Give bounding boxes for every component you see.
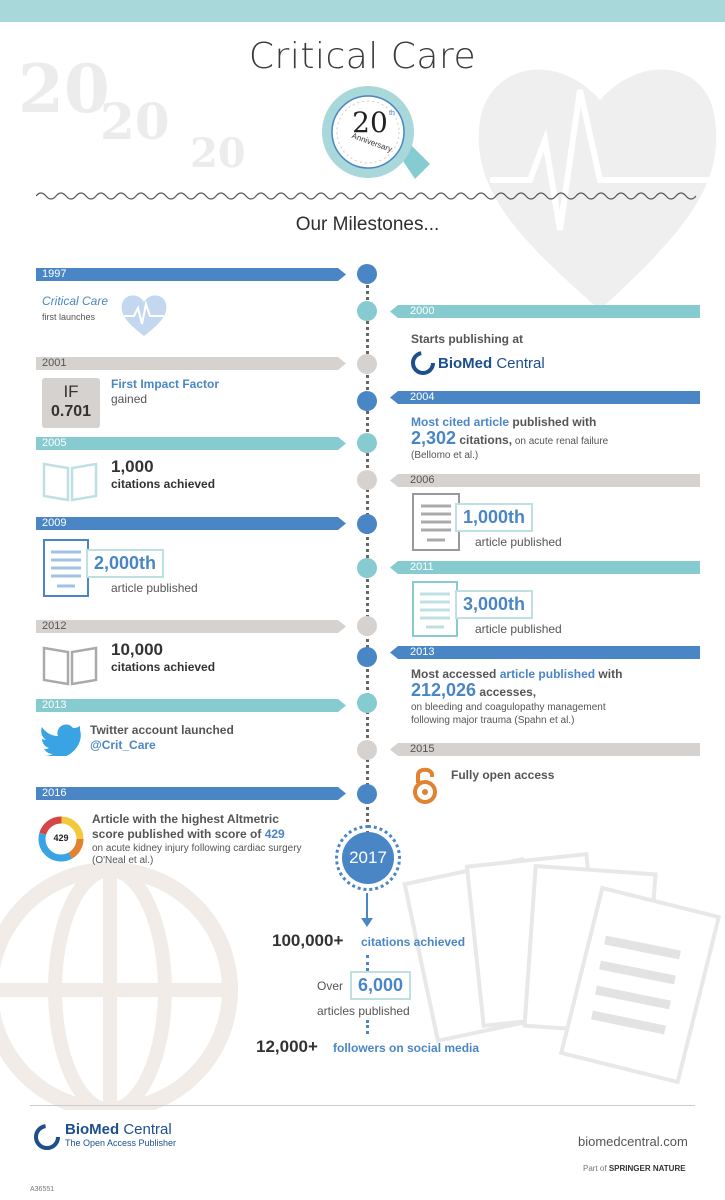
year-2004: 2004 bbox=[410, 391, 435, 403]
timeline-dot-2005 bbox=[357, 433, 377, 453]
most-accessed-detail-1: on bleeding and coagulopathy management bbox=[411, 702, 606, 713]
year-2015: 2015 bbox=[410, 743, 435, 755]
milestones-heading: Our Milestones... bbox=[295, 214, 440, 235]
timeline-dot-2011 bbox=[357, 558, 377, 578]
background-20-medium: 20 bbox=[100, 92, 170, 151]
badge-suffix: th bbox=[389, 110, 395, 117]
article-3000th-text: article published bbox=[475, 622, 562, 636]
most-cited-cite: (Bellomo et al.) bbox=[411, 450, 479, 461]
citations-10000-text: citations achieved bbox=[111, 660, 216, 674]
book-icon-teal bbox=[42, 458, 98, 502]
stat-articles-value: 6,000 bbox=[350, 971, 411, 1000]
footer-part-of: Part of SPRINGER NATURE bbox=[583, 1164, 686, 1173]
year-2012: 2012 bbox=[42, 620, 67, 632]
stat-followers-value: 12,000+ bbox=[256, 1037, 318, 1056]
launch-text: first launches bbox=[42, 312, 96, 322]
footer-logo: BioMed Central bbox=[65, 1121, 172, 1138]
arrow-stem bbox=[366, 893, 368, 921]
banner-arrow-2012 bbox=[36, 620, 346, 633]
globe-background-icon bbox=[0, 840, 270, 1110]
twitter-icon bbox=[40, 722, 82, 756]
banner-arrow-2013b bbox=[36, 699, 346, 712]
article-2000th-text: article published bbox=[111, 581, 198, 595]
timeline-dot-2012 bbox=[357, 616, 377, 636]
if-value: 0.701 bbox=[50, 403, 92, 420]
book-icon-grey bbox=[42, 642, 98, 686]
footer-code: A36551 bbox=[30, 1186, 55, 1193]
timeline-dot-2004 bbox=[357, 391, 377, 411]
launch-title: Critical Care bbox=[42, 294, 109, 308]
year-2017: 2017 bbox=[349, 848, 387, 867]
impact-factor-title: First Impact Factor bbox=[111, 377, 220, 391]
article-2000th-count: 2,000th bbox=[86, 549, 164, 578]
footer-url[interactable]: biomedcentral.com bbox=[578, 1134, 688, 1149]
stat-articles-prefix: Over bbox=[317, 979, 344, 993]
altmetric-detail-1: on acute kidney injury following cardiac surgery bbox=[92, 843, 302, 854]
open-access-text: Fully open access bbox=[451, 768, 555, 782]
year-2016: 2016 bbox=[42, 787, 67, 799]
timeline-dot-2013a bbox=[357, 647, 377, 667]
banner-arrow-2001 bbox=[36, 357, 346, 370]
banner-arrow-2015 bbox=[390, 743, 700, 756]
article-1000th-text: article published bbox=[475, 535, 562, 549]
article-1000th-count: 1,000th bbox=[455, 503, 533, 532]
heart-icon bbox=[118, 290, 170, 338]
year-2005: 2005 bbox=[42, 437, 67, 449]
banner-arrow-2013a bbox=[390, 646, 700, 659]
stat-followers-text: followers on social media bbox=[333, 1041, 480, 1055]
document-icon-blue bbox=[42, 538, 92, 598]
altmetric-line-1: Article with the highest Altmetric bbox=[92, 812, 279, 826]
year-2006: 2006 bbox=[410, 474, 435, 486]
twitter-text: Twitter account launched bbox=[90, 723, 234, 737]
stat-citations-value: 100,000+ bbox=[272, 931, 344, 950]
most-cited-count-line: 2,302 citations, on acute renal failure bbox=[411, 428, 609, 448]
most-accessed-count-line: 212,026 accesses, bbox=[411, 680, 537, 700]
citations-1000-count: 1,000 bbox=[111, 457, 154, 476]
timeline-dot-2009 bbox=[357, 514, 377, 534]
wavy-divider bbox=[36, 190, 701, 202]
publishing-text: Starts publishing at bbox=[411, 332, 524, 346]
stat-citations-text: citations achieved bbox=[361, 935, 466, 949]
citations-10000-count: 10,000 bbox=[111, 640, 163, 659]
timeline-dot-2000 bbox=[357, 301, 377, 321]
citations-1000-text: citations achieved bbox=[111, 477, 216, 491]
most-accessed-detail-2: following major trauma (Spahn et al.) bbox=[411, 715, 575, 726]
timeline-dot-2001 bbox=[357, 354, 377, 374]
badge-label: Anniversary bbox=[350, 131, 394, 154]
if-label: IF bbox=[63, 382, 79, 401]
year-2001: 2001 bbox=[42, 357, 67, 369]
banner-arrow-2009 bbox=[36, 517, 346, 530]
stat-connector-2 bbox=[366, 1020, 369, 1034]
year-1997: 1997 bbox=[42, 268, 67, 280]
year-2013b: 2013 bbox=[42, 699, 67, 711]
document-icon-teal bbox=[411, 580, 461, 638]
documents-background-icon bbox=[400, 840, 725, 1100]
timeline-dot-2013b bbox=[357, 693, 377, 713]
timeline-dot-2015 bbox=[357, 740, 377, 760]
altmetric-score-label: 429 bbox=[53, 833, 69, 843]
footer-divider bbox=[30, 1105, 695, 1106]
banner-arrow-2011 bbox=[390, 561, 700, 574]
top-bar bbox=[0, 0, 725, 22]
most-accessed-title: Most accessed article published with bbox=[411, 667, 623, 681]
banner-arrow-2004 bbox=[390, 391, 700, 404]
year-2009: 2009 bbox=[42, 517, 67, 529]
biomed-footer-logo-icon bbox=[32, 1122, 62, 1152]
most-cited-title: Most cited article published with bbox=[411, 415, 597, 429]
altmetric-line-2: score published with score of 429 bbox=[92, 827, 285, 841]
biomed-logo-2000: BioMed Central bbox=[438, 355, 545, 372]
year-2013a: 2013 bbox=[410, 646, 435, 658]
article-3000th-count: 3,000th bbox=[455, 590, 533, 619]
timeline-dot-2016 bbox=[357, 784, 377, 804]
stat-connector-1 bbox=[366, 955, 369, 971]
banner-arrow-2006 bbox=[390, 474, 700, 487]
footer-tagline: The Open Access Publisher bbox=[65, 1138, 177, 1148]
timeline-dot-2006 bbox=[357, 470, 377, 490]
arrow-down-icon bbox=[361, 918, 373, 928]
anniversary-badge bbox=[320, 84, 445, 194]
timeline-dot-1997 bbox=[357, 264, 377, 284]
badge-number: 20 bbox=[352, 106, 388, 139]
year-2011: 2011 bbox=[410, 561, 434, 573]
biomed-logo-icon bbox=[411, 351, 435, 375]
page-title: Critical Care bbox=[248, 36, 477, 77]
background-20-large: 20 bbox=[18, 50, 110, 128]
year-2000: 2000 bbox=[410, 305, 435, 317]
open-access-lock-icon bbox=[411, 765, 441, 805]
impact-factor-text: gained bbox=[111, 392, 148, 406]
banner-arrow-2000 bbox=[390, 305, 700, 318]
altmetric-detail-2: (O'Neal et al.) bbox=[92, 855, 154, 866]
stat-articles-text: articles published bbox=[317, 1004, 410, 1018]
banner-arrow-1997 bbox=[36, 268, 346, 281]
background-20-small: 20 bbox=[190, 130, 246, 177]
banner-arrow-2016 bbox=[36, 787, 346, 800]
twitter-handle[interactable]: @Crit_Care bbox=[90, 738, 156, 752]
banner-arrow-2005 bbox=[36, 437, 346, 450]
